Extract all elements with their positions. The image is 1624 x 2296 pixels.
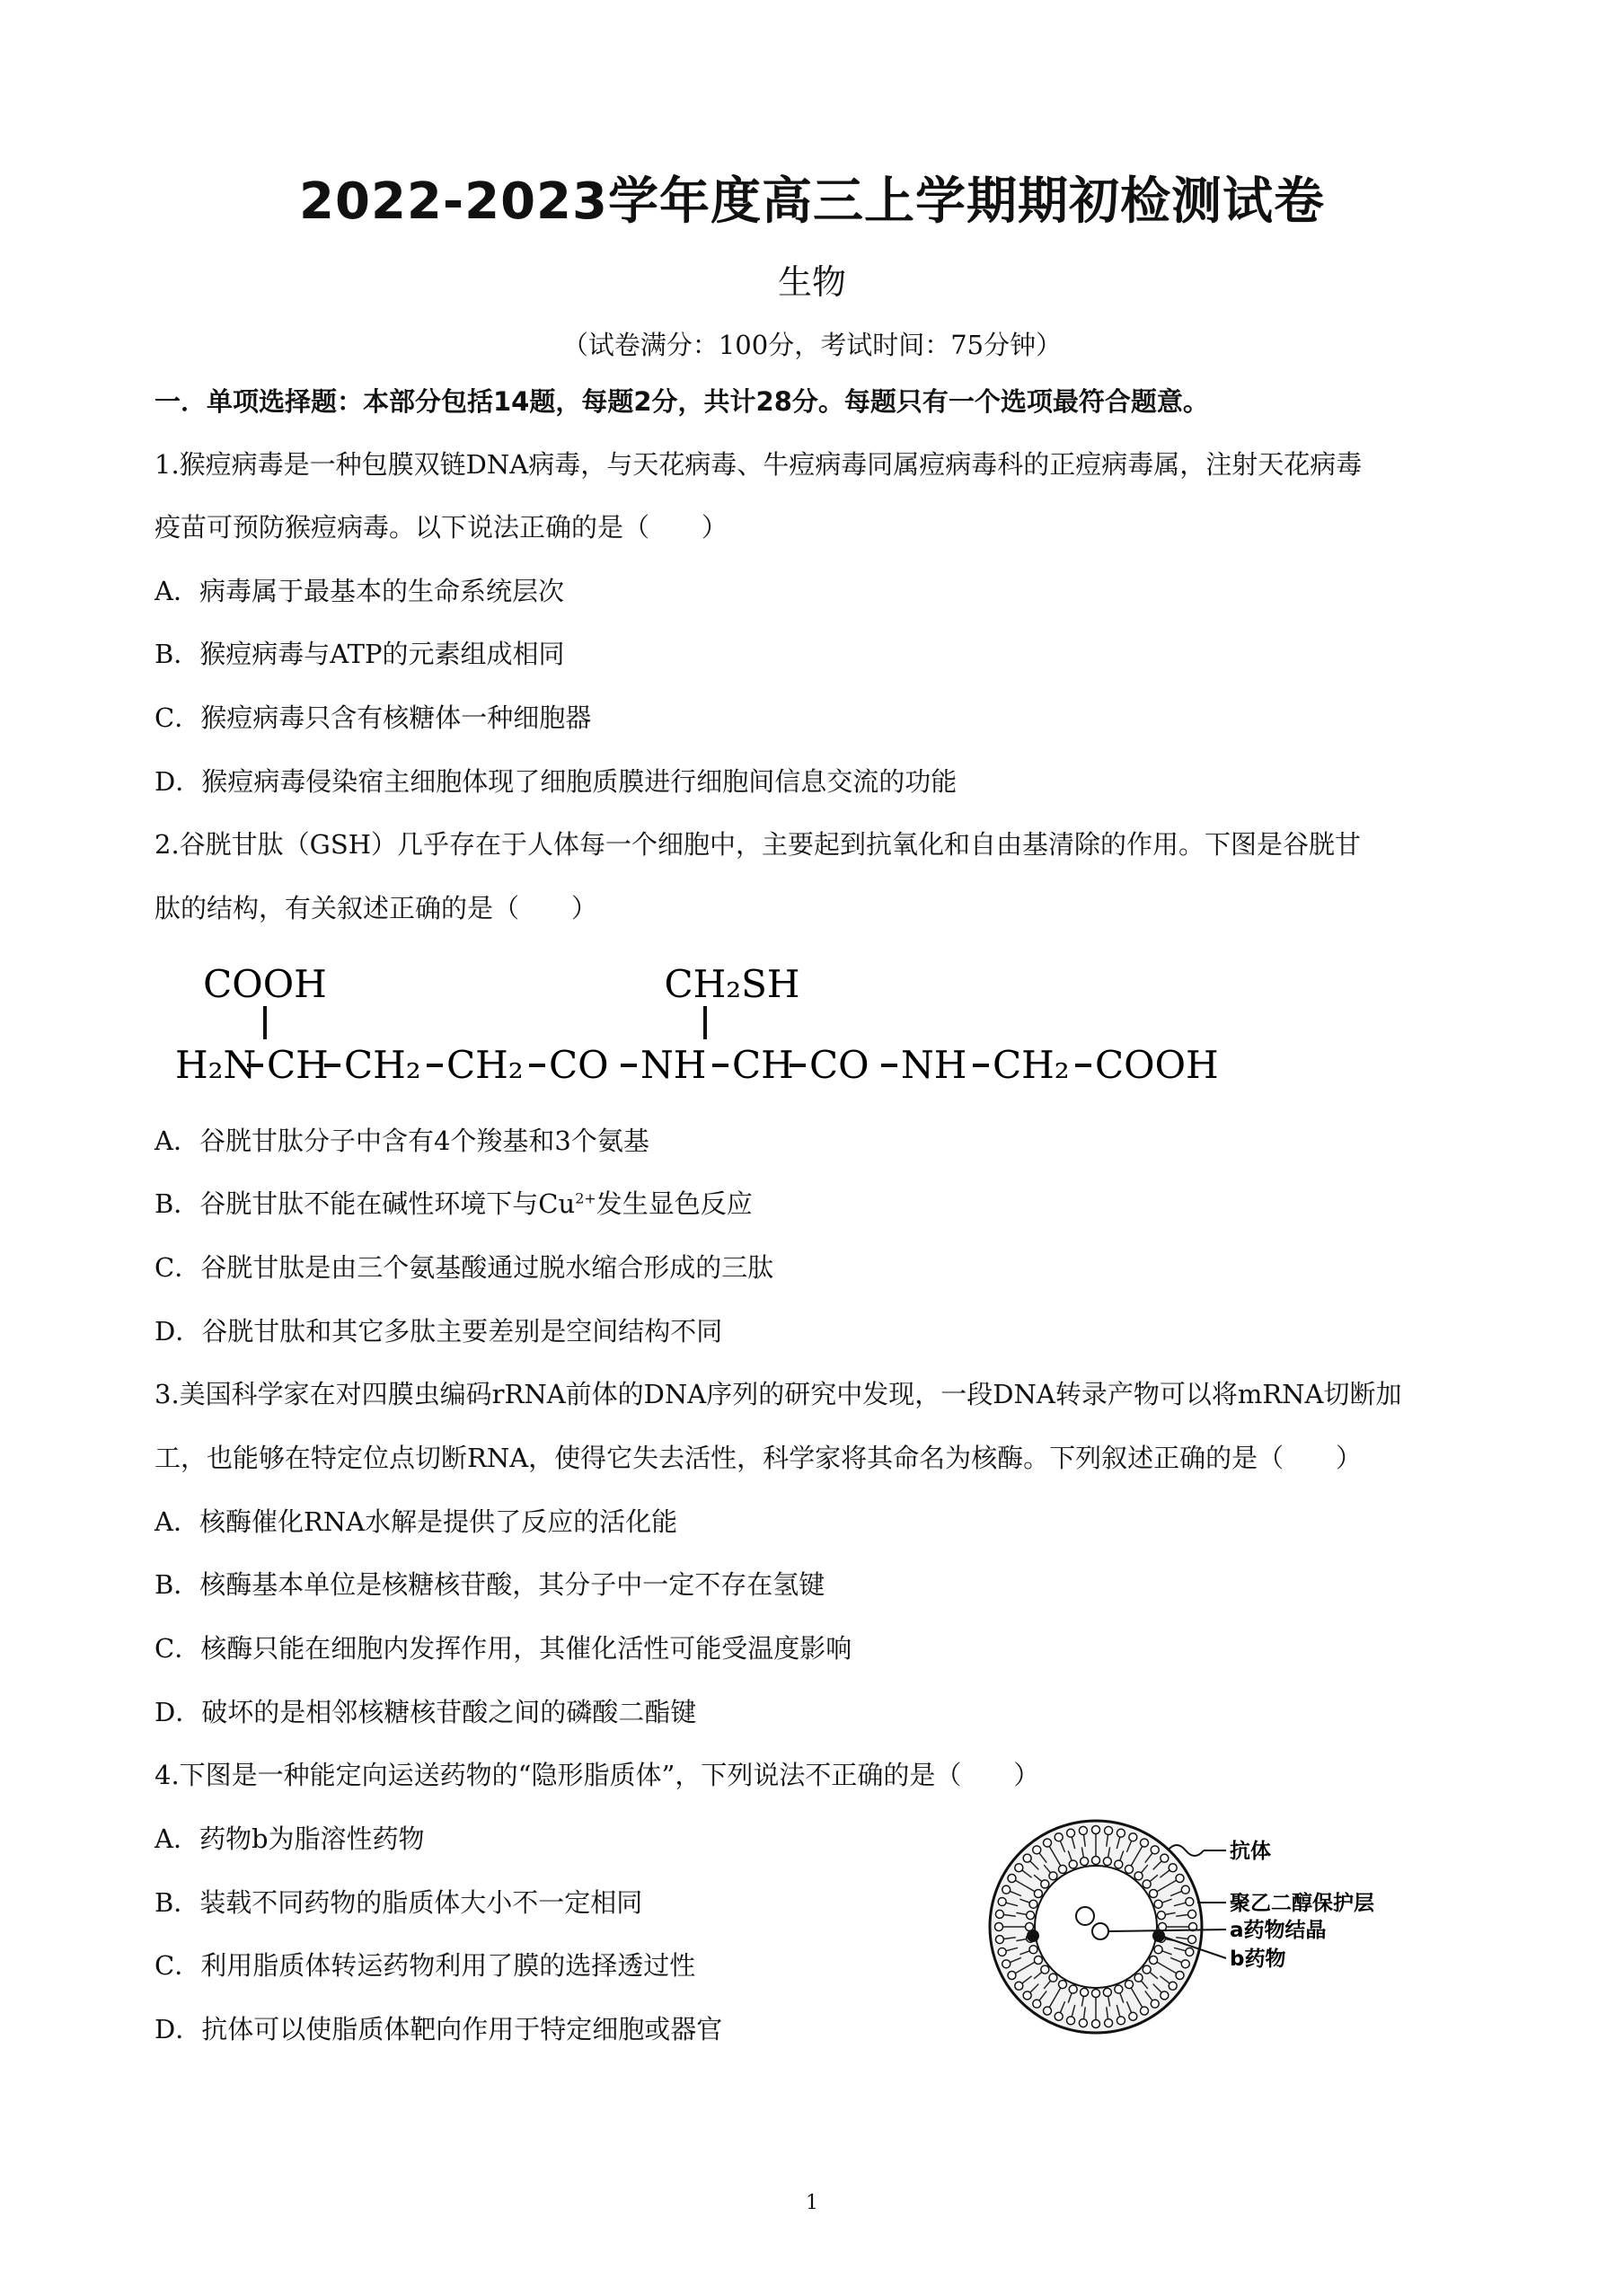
q3-option-d: D．破坏的是相邻核糖核苷酸之间的磷酸二酯键 <box>154 1697 697 1727</box>
lipid-head <box>998 1947 1006 1956</box>
charge-superscript: 2+ <box>575 1189 596 1207</box>
lipid-head <box>1055 2012 1063 2020</box>
formula-group-10: COOH <box>1095 1043 1219 1087</box>
subject-heading: 生物 <box>777 262 846 302</box>
lipid-head <box>1092 2020 1100 2028</box>
formula-main-chain <box>175 1043 1219 1087</box>
lipid-head <box>1069 1860 1077 1868</box>
lipid-head <box>1186 1898 1194 1906</box>
lipid-head <box>1169 1982 1177 1990</box>
lipid-head <box>1176 1972 1184 1980</box>
lipid-head <box>1125 1865 1134 1873</box>
lipid-head <box>1176 1875 1184 1883</box>
label-peg-layer: 聚乙二醇保护层 <box>1230 1892 1374 1915</box>
q1-stem-line2: 疫苗可预防猴痘病毒。以下说法正确的是（ ） <box>154 512 728 543</box>
formula-group-0: H₂N <box>175 1043 257 1087</box>
lipid-head <box>1079 2019 1087 2027</box>
lipid-head <box>1059 1981 1067 1989</box>
lipid-head <box>1125 1981 1134 1989</box>
lipid-head <box>1181 1885 1189 1894</box>
glutathione-structure <box>175 957 1219 1100</box>
q4-option-a: A．药物b为脂溶性药物 <box>154 1824 425 1854</box>
lipid-head <box>1002 1960 1011 1968</box>
lipid-head <box>1143 1880 1151 1888</box>
lipid-head <box>1008 1875 1016 1883</box>
q3-stem-line1: 3.美国科学家在对四膜虫编码rRNA前体的DNA序列的研究中发现，一段DNA转录产物可以将mRNA切断加 <box>154 1379 1402 1409</box>
lipid-head <box>1092 1826 1100 1834</box>
exam-meta: （试卷满分：100分，考试时间：75分钟） <box>561 330 1063 360</box>
lipid-head <box>1157 1912 1165 1920</box>
formula-group-9: CH₂ <box>993 1043 1070 1087</box>
q3-option-c: C．核酶只能在细胞内发挥作用，其催化活性可能受温度影响 <box>154 1633 852 1664</box>
lipid-head <box>1151 2000 1159 2008</box>
formula-group-7: CO <box>809 1043 869 1087</box>
q2-option-b-text: B．谷胱甘肽不能在碱性环境下与Cu <box>154 1188 576 1219</box>
lipid-head <box>1092 1990 1100 1998</box>
liposome-diagram <box>984 1815 1487 2039</box>
lipid-head <box>1044 2007 1052 2015</box>
lipid-head <box>1105 2019 1113 2027</box>
formula-group-2: CH₂ <box>344 1043 421 1087</box>
lipid-head <box>998 1898 1006 1906</box>
lipid-head <box>1069 1985 1077 1993</box>
lipid-head <box>1154 1946 1162 1954</box>
q4-stem: 4.下图是一种能定向运送药物的“隐形脂质体”，下列说法不正确的是（ ） <box>154 1760 1040 1790</box>
formula-top-right: CH₂SH <box>664 962 800 1006</box>
label-drug-a: a药物结晶 <box>1230 1919 1327 1942</box>
label-drug-b: b药物 <box>1230 1947 1286 1971</box>
page-number: 1 <box>806 2192 818 2214</box>
label-antibody: 抗体 <box>1230 1840 1271 1863</box>
lipid-head <box>1116 2017 1125 2025</box>
q2-stem-line2: 肽的结构，有关叙述正确的是（ ） <box>154 893 598 923</box>
q2-option-d: D．谷胱甘肽和其它多肽主要差别是空间结构不同 <box>154 1316 723 1347</box>
q2-option-b <box>154 1184 753 1221</box>
q1-stem-line1: 1.猴痘病毒是一种包膜双链DNA病毒，与天花病毒、牛痘病毒同属痘病毒科的正痘病毒属，注射天花病毒 <box>154 449 1363 480</box>
lipid-head <box>1002 1885 1011 1894</box>
q3-option-a: A．核酶催化RNA水解是提供了反应的活化能 <box>154 1506 678 1537</box>
lipid-head <box>1161 1854 1169 1862</box>
lipid-head <box>1059 1865 1067 1873</box>
formula-group-5: NH <box>640 1043 707 1087</box>
lipid-head <box>1044 1839 1052 1847</box>
lipid-head <box>1188 1936 1196 1944</box>
lipid-head <box>1067 1829 1075 1837</box>
q4-option-b: B．装载不同药物的脂质体大小不一定相同 <box>154 1887 643 1918</box>
lipid-head <box>1150 1956 1158 1965</box>
lipid-head <box>1103 1988 1111 1996</box>
lipid-head <box>1055 1833 1063 1841</box>
lipid-head <box>1143 1965 1151 1974</box>
lipid-head <box>1186 1947 1194 1956</box>
lipid-head <box>1115 1860 1123 1868</box>
q2-stem-line1: 2.谷胱甘肽（GSH）几乎存在于人体每一个细胞中，主要起到抗氧化和自由基清除的作用。下图是谷胱甘 <box>154 829 1361 860</box>
lipid-head <box>995 1910 1003 1918</box>
lipid-head <box>1134 1872 1143 1880</box>
lipid-head <box>1029 1946 1037 1954</box>
lipid-head <box>1129 2012 1137 2020</box>
lipid-head <box>1151 1846 1159 1854</box>
lipid-head <box>1049 1974 1057 1982</box>
lipid-head <box>1188 1910 1196 1918</box>
lipid-head <box>1134 1974 1143 1982</box>
lipid-head <box>995 1936 1003 1944</box>
q1-option-d: D．猴痘病毒侵染宿主细胞体现了细胞质膜进行细胞间信息交流的功能 <box>154 766 958 797</box>
lipid-head <box>1129 1833 1137 1841</box>
q3-stem-line2: 工，也能够在特定位点切断RNA，使得它失去活性，科学家将其命名为核酶。下列叙述正确的是（ ） <box>154 1443 1363 1473</box>
lipid-head <box>1023 1854 1031 1862</box>
q2-option-c: C．谷胱甘肽是由三个氨基酸通过脱水缩合形成的三肽 <box>154 1252 774 1283</box>
lipid-head <box>1081 1988 1089 1996</box>
lipid-head <box>1154 1900 1162 1908</box>
lipid-head <box>1161 1991 1169 2000</box>
formula-group-8: NH <box>901 1043 967 1087</box>
lipid-head <box>1081 1858 1089 1866</box>
q4-option-c: C．利用脂质体转运药物利用了膜的选择透过性 <box>154 1950 696 1981</box>
lipid-head <box>1067 2017 1075 2025</box>
lipid-head <box>1092 1857 1100 1865</box>
formula-group-6: CH <box>732 1043 794 1087</box>
q2-option-b-text-end: 发生显色反应 <box>596 1188 753 1219</box>
lipid-head <box>1027 1912 1035 1920</box>
lipid-head <box>1141 1839 1149 1847</box>
q3-option-b: B．核酶基本单位是核糖核苷酸，其分子中一定不存在氢键 <box>154 1569 825 1600</box>
lipid-head <box>1041 1880 1049 1888</box>
lipid-head <box>1103 1858 1111 1866</box>
lipid-head <box>1008 1972 1016 1980</box>
q4-option-d: D．抗体可以使脂质体靶向作用于特定细胞或器官 <box>154 2014 723 2044</box>
lipid-head <box>1034 1890 1042 1898</box>
lipid-head <box>995 1923 1003 1931</box>
exam-title: 2022-2023学年度高三上学期期初检测试卷 <box>299 172 1325 231</box>
q1-option-c: C．猴痘病毒只含有核糖体一种细胞器 <box>154 702 592 733</box>
q1-option-a: A．病毒属于最基本的生命系统层次 <box>154 576 564 606</box>
lipid-head <box>1023 1991 1031 2000</box>
lipid-head <box>1029 1900 1037 1908</box>
formula-top-left: COOH <box>203 962 327 1006</box>
lipid-head <box>1181 1960 1189 1968</box>
lipid-head <box>1049 1872 1057 1880</box>
lipid-head <box>1150 1890 1158 1898</box>
lipid-head <box>1079 1826 1087 1834</box>
lipid-head <box>1116 1829 1125 1837</box>
lipid-head <box>1141 2007 1149 2015</box>
lipid-head <box>1169 1864 1177 1872</box>
lipid-head <box>1033 2000 1041 2008</box>
formula-group-4: CO <box>549 1043 609 1087</box>
q1-option-b: B．猴痘病毒与ATP的元素组成相同 <box>154 639 565 669</box>
formula-group-1: CH <box>267 1043 329 1087</box>
formula-group-3: CH₂ <box>446 1043 524 1087</box>
lipid-head <box>1041 1965 1049 1974</box>
lipid-head <box>1105 1826 1113 1834</box>
lipid-head <box>1115 1985 1123 1993</box>
lipid-head <box>1034 1956 1042 1965</box>
lipid-head <box>1015 1864 1023 1872</box>
lipid-head <box>1015 1982 1023 1990</box>
section-heading: 一．单项选择题：本部分包括14题，每题2分，共计28分。每题只有一个选项最符合题意。 <box>154 386 1209 417</box>
lipid-head <box>1033 1846 1041 1854</box>
q2-option-a: A．谷胱甘肽分子中含有4个羧基和3个氨基 <box>154 1126 649 1156</box>
